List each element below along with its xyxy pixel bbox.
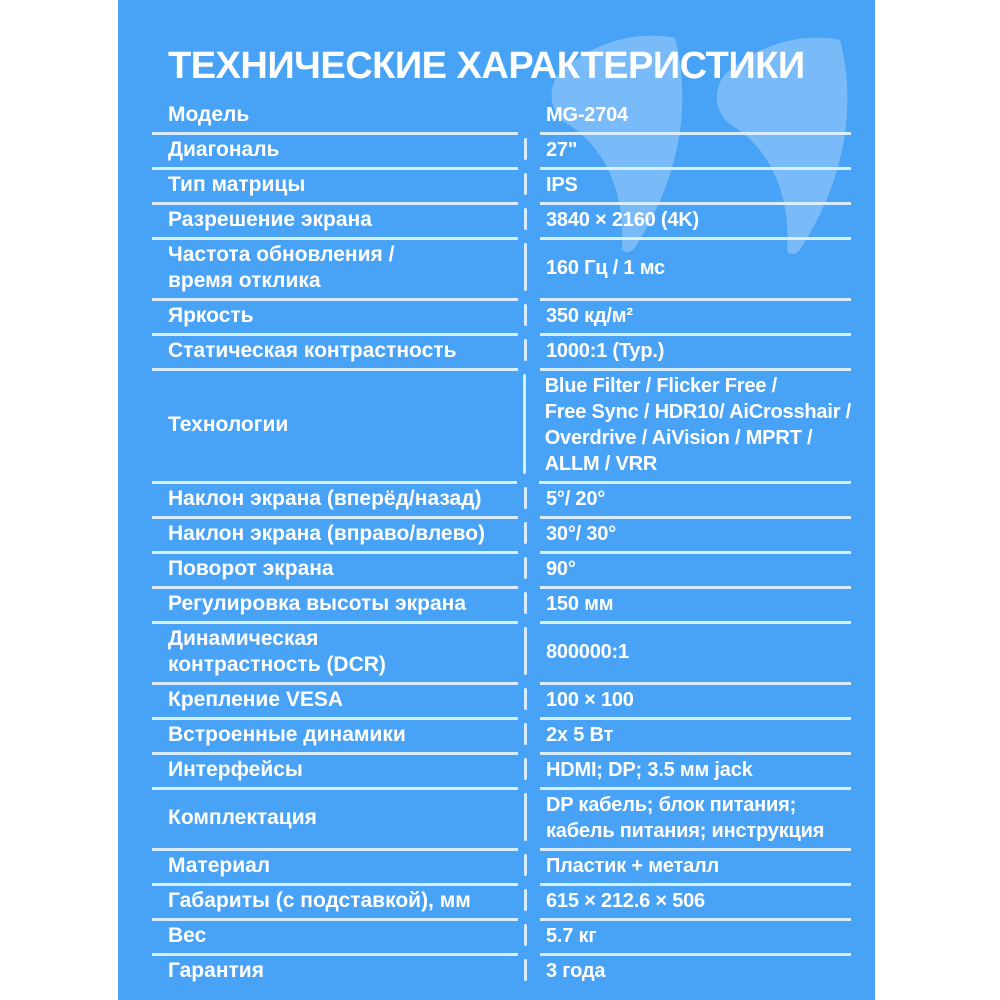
spec-label-text: Интерфейсы [168, 758, 303, 781]
column-gap [518, 100, 540, 135]
spec-label-text: Частота обновления / время отклика [168, 243, 395, 292]
spec-label-text: Крепление VESA [168, 688, 344, 711]
column-gap [518, 624, 540, 685]
spec-value-text: DP кабель; блок питания; кабель питания; инструкция [546, 794, 825, 842]
column-gap [518, 240, 540, 301]
spec-value-text: 27" [546, 139, 578, 161]
spec-label [152, 921, 518, 956]
spec-row [152, 554, 851, 589]
spec-row [152, 135, 851, 170]
column-gap [518, 519, 540, 554]
spec-value-text: IPS [546, 174, 578, 196]
column-gap [518, 205, 540, 240]
spec-value [540, 519, 851, 554]
column-divider-tick [524, 173, 527, 195]
spec-value [540, 301, 851, 336]
spec-label [152, 886, 518, 921]
column-gap [518, 921, 540, 956]
spec-row [152, 685, 851, 720]
spec-value [540, 755, 851, 790]
column-gap [518, 301, 540, 336]
column-divider-tick [524, 959, 527, 981]
column-gap [518, 589, 540, 624]
column-divider-tick [524, 592, 527, 614]
spec-value [540, 240, 851, 301]
spec-label [152, 100, 518, 135]
spec-label [152, 170, 518, 205]
column-divider-tick [524, 487, 527, 509]
spec-value-text: HDMI; DP; 3.5 мм jack [546, 759, 753, 781]
spec-value [540, 484, 851, 519]
spec-value-text: 3840 × 2160 (4K) [546, 209, 700, 231]
spec-value [540, 336, 851, 371]
spec-label-text: Гарантия [168, 959, 264, 982]
spec-row [152, 921, 851, 956]
column-gap [518, 135, 540, 170]
column-divider-tick [524, 138, 527, 160]
column-divider-tick [524, 304, 527, 326]
spec-row [152, 240, 851, 301]
spec-value-text: MG-2704 [546, 104, 628, 126]
column-gap [518, 170, 540, 205]
spec-row [152, 624, 851, 685]
column-gap [518, 720, 540, 755]
spec-value [540, 790, 851, 851]
column-divider-tick [524, 243, 527, 291]
spec-label-text: Комплектация [168, 806, 317, 829]
spec-label-text: Статическая контрастность [168, 339, 457, 362]
spec-value [540, 554, 851, 589]
spec-label [152, 589, 518, 624]
spec-label-text: Яркость [168, 304, 254, 327]
spec-label [152, 205, 518, 240]
spec-value [540, 685, 851, 720]
column-divider-tick [524, 723, 527, 745]
spec-label [152, 554, 518, 589]
column-divider-tick [524, 339, 527, 361]
column-divider-tick [524, 522, 527, 544]
column-divider-tick [524, 758, 527, 780]
spec-label-text: Регулировка высоты экрана [168, 592, 467, 615]
spec-row [152, 886, 851, 921]
spec-value-text: 5.7 кг [546, 925, 597, 947]
spec-label [152, 484, 518, 519]
spec-row [152, 755, 851, 790]
column-divider-tick [524, 924, 527, 946]
spec-value [540, 135, 851, 170]
spec-value-text: 160 Гц / 1 мс [546, 257, 665, 279]
spec-row [152, 589, 851, 624]
column-gap [518, 956, 540, 991]
spec-label-text: Диагональ [168, 138, 280, 161]
spec-label-text: Встроенные динамики [168, 723, 406, 746]
spec-row [152, 100, 851, 135]
spec-row [152, 205, 851, 240]
spec-value [539, 371, 851, 484]
spec-value-text: 100 × 100 [546, 689, 634, 711]
spec-label-text: Поворот экрана [168, 557, 334, 580]
spec-label [152, 790, 518, 851]
column-gap [518, 851, 540, 886]
spec-value-text: 350 кд/м² [546, 305, 633, 327]
spec-label-text: Динамическая контрастность (DCR) [168, 627, 386, 676]
spec-label-text: Вес [168, 924, 207, 947]
spec-label [152, 624, 518, 685]
spec-value-text: 615 × 212.6 × 506 [546, 890, 705, 912]
spec-label [152, 336, 518, 371]
spec-value-text: Пластик + металл [546, 855, 720, 877]
spec-row [152, 484, 851, 519]
spec-label-text: Разрешение экрана [168, 208, 372, 231]
column-gap [518, 484, 540, 519]
column-gap [518, 685, 540, 720]
spec-label-text: Габариты (с подставкой), мм [168, 889, 471, 912]
spec-table [118, 98, 875, 991]
spec-label [152, 851, 518, 886]
spec-row [152, 170, 851, 205]
spec-row [152, 336, 851, 371]
spec-value [540, 589, 851, 624]
spec-value [540, 624, 851, 685]
column-divider-tick [524, 889, 527, 911]
spec-label [152, 519, 518, 554]
spec-label [152, 240, 518, 301]
spec-card [118, 0, 875, 1000]
column-divider-tick [524, 627, 527, 675]
column-gap [517, 371, 539, 484]
column-divider-tick [524, 208, 527, 230]
spec-row [152, 371, 851, 484]
spec-value [540, 720, 851, 755]
spec-row [152, 519, 851, 554]
spec-row [152, 851, 851, 886]
spec-value [540, 205, 851, 240]
spec-label-text: Технологии [168, 413, 289, 436]
spec-row [152, 790, 851, 851]
spec-row [152, 301, 851, 336]
spec-label [152, 371, 517, 484]
spec-value [540, 100, 851, 135]
spec-label [152, 135, 518, 170]
spec-value-text: 150 мм [546, 593, 614, 615]
spec-label-text: Наклон экрана (вперёд/назад) [168, 487, 482, 510]
spec-label-text: Наклон экрана (вправо/влево) [168, 522, 486, 545]
column-divider-tick [524, 793, 527, 841]
column-gap [518, 554, 540, 589]
column-gap [518, 755, 540, 790]
spec-row [152, 956, 851, 991]
spec-value-text: 1000:1 (Typ.) [546, 340, 665, 362]
spec-value-text: 3 года [546, 960, 606, 982]
spec-value-text: 90° [546, 558, 576, 580]
spec-value [540, 921, 851, 956]
column-gap [518, 336, 540, 371]
spec-value-text: 2x 5 Вт [546, 724, 614, 746]
spec-label [152, 685, 518, 720]
spec-label-text: Материал [168, 854, 271, 877]
spec-value-text: 800000:1 [546, 641, 629, 663]
spec-label [152, 720, 518, 755]
spec-value [540, 170, 851, 205]
spec-value-text: Blue Filter / Flicker Free / Free Sync / HDR10/ AiCrosshair / Overdrive / AiVision / MPRT / ALLM / VRR [544, 375, 851, 475]
spec-label [152, 755, 518, 790]
spec-label-text: Тип матрицы [168, 173, 306, 196]
column-gap [518, 886, 540, 921]
spec-value-text: 30°/ 30° [546, 523, 617, 545]
spec-value [540, 886, 851, 921]
column-divider-tick [524, 557, 527, 579]
spec-label [152, 301, 518, 336]
spec-value-text: 5°/ 20° [546, 488, 606, 510]
spec-value [540, 851, 851, 886]
page-title: ТЕХНИЧЕСКИЕ ХАРАКТЕРИСТИКИ [168, 45, 805, 87]
spec-label [152, 956, 518, 991]
column-divider-tick [524, 688, 527, 710]
spec-label-text: Модель [168, 103, 250, 126]
spec-value [540, 956, 851, 991]
column-divider-tick [524, 854, 527, 876]
column-gap [518, 790, 540, 851]
column-divider-tick [523, 374, 526, 474]
spec-row [152, 720, 851, 755]
